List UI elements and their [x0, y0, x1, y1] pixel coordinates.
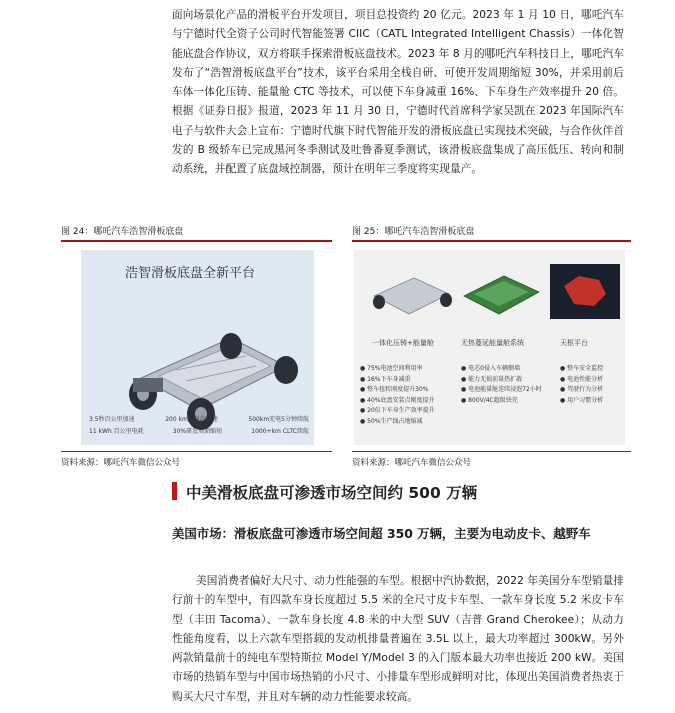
- intro-text: 面向场景化产品的滑板平台开发项目，项目总投资约 20 亿元。2023 年 1 月 10 日，哪吒汽车与宁德时代全资子公司时代智能签署 CIIC（CATL Integrated Intelligent Chassis）一体化智能底盘合作协议，双方将联手探索滑板底盘技术。2023 年 8 月的哪吒汽车科技日上，哪吒汽车发布了“浩智滑板底盘平台”技术，该平台采用全栈自研、可使开发周期缩短 30%，并采用前后车体一体化压铸、能量舱 CTC 等技术，可以使下车身减重 16%、下车身生产效率提升 20 倍。根据《证券日报》报道，2023 年 11 月 30 日，宁德时代首席科学家吴凯在 2023 年国际汽车电子与软件大会上宣布：宁德时代旗下时代智能开发的滑板底盘已实现技术突破，与合作伙伴首发的 B 级轿车已完成黑河冬季测试及吐鲁番夏季测试，该滑板底盘集成了高压低压、转向和制动系统，并配置了底盘域控制器，预计在明年三季度将实现量产。: [172, 9, 624, 176]
- spec-item: 200 km/h最高车速: [165, 416, 218, 423]
- list-item: ● 75%电池空间利用率: [360, 365, 423, 372]
- spec-item: 1000+km CLTC续航: [251, 428, 309, 435]
- spec-row: [89, 426, 309, 435]
- figure-24-rule: [61, 240, 332, 242]
- figure-24-specs: [89, 414, 309, 435]
- feature-column: [560, 338, 620, 427]
- list-item: ● 16%下车身减重: [360, 375, 411, 383]
- list-item: ● 用户习惯分析: [560, 396, 604, 404]
- list-item: ● 电池性能分析: [560, 375, 604, 383]
- column-title: 一体化压铸+能量舱: [372, 339, 434, 347]
- list-item: ● 电芯0侵入车辆侧墙: [461, 365, 520, 372]
- list-item: ● 整车安全监控: [560, 365, 604, 372]
- body-paragraph: [172, 572, 624, 707]
- spec-item: 500km充电5分钟续航: [248, 416, 309, 423]
- figure-25-caption: 图 25：哪吒汽车浩智滑板底盘: [352, 227, 475, 237]
- spec-item: 3.5秒百公里加速: [89, 416, 135, 423]
- list-item: ● 驾驶行为分析: [560, 386, 604, 393]
- section-marker: [172, 482, 177, 500]
- list-item: ● 40%底盘安装点刚度提升: [360, 396, 435, 404]
- section-title: 中美滑板底盘可渗透市场空间约 500 万辆: [186, 484, 478, 502]
- list-item: ● 800V/4C超级快充: [461, 396, 518, 404]
- figure-25-image: [354, 250, 625, 445]
- figure-25-bottom-rule: [352, 451, 631, 452]
- feature-column: [360, 338, 450, 427]
- list-item: ● 50%生产线占地缩减: [360, 417, 423, 425]
- figure-25-thumbnails: [354, 256, 625, 326]
- intro-paragraph: [172, 6, 624, 180]
- column-list: [560, 364, 620, 406]
- figure-24-bottom-rule: [61, 451, 332, 452]
- subsection-title: 美国市场：滑板底盘可渗透市场空间超 350 万辆，主要为电动皮卡、越野车: [172, 526, 591, 541]
- list-item: ● 整车扭转刚度提升30%: [360, 386, 429, 393]
- figure-24-image-title: 浩智滑板底盘全新平台: [125, 266, 256, 281]
- figure-24-source: 资料来源：哪吒汽车微信公众号: [61, 458, 181, 468]
- column-title: 天枢平台: [560, 339, 588, 347]
- column-list: [360, 364, 450, 427]
- list-item: ● 电池能量舱连续浸泡72小时: [461, 386, 542, 393]
- list-item: ● 能力无损前量热扩散: [461, 375, 523, 383]
- figure-24-caption: 图 24：哪吒汽车浩智滑板底盘: [61, 227, 184, 237]
- figure-24-image: [81, 250, 314, 445]
- figure-25-source: 资料来源：哪吒汽车微信公众号: [352, 458, 472, 468]
- column-list: [461, 364, 549, 406]
- spec-item: 11 kWh 百公里电耗: [89, 428, 144, 435]
- figure-24: [61, 226, 332, 468]
- body-text: 美国消费者偏好大尺寸、动力性能强的车型。根据中汽协数据，2022 年美国分车型销量排行前十的车型中，有四款车身长度超过 5.5 米的全尺寸皮卡车型、一款车身长度 5.2 米皮卡车型（丰田 Tacoma）、一款车身长度 4.8 米的中大型 SUV（吉普 Grand Cherokee）；从动力性能角度看，以上六款车型搭载的发动机排量普遍在 3.5L 以上，最大功率超过 300kW。另外两款销量前十的纯电车型特斯拉 Model Y/Model 3 的入门版本最大功率也接近 200 kW。美国市场的热销车型与中国市场热销的小尺寸、小排量车型形成鲜明对比，体现出美国消费者热衷于购买大尺寸车型，并且对车辆的动力性能要求较高。: [172, 575, 624, 703]
- figure-25-columns: [360, 338, 620, 427]
- figure-25: [352, 226, 631, 468]
- feature-column: [461, 338, 549, 427]
- column-title: 无热蔓延能量舱系统: [461, 339, 524, 347]
- spec-item: 30%研发周期缩短: [172, 428, 223, 435]
- list-item: ● 20倍下车身生产效率提升: [360, 407, 435, 414]
- spec-row: [89, 414, 309, 423]
- figure-25-rule: [352, 240, 631, 242]
